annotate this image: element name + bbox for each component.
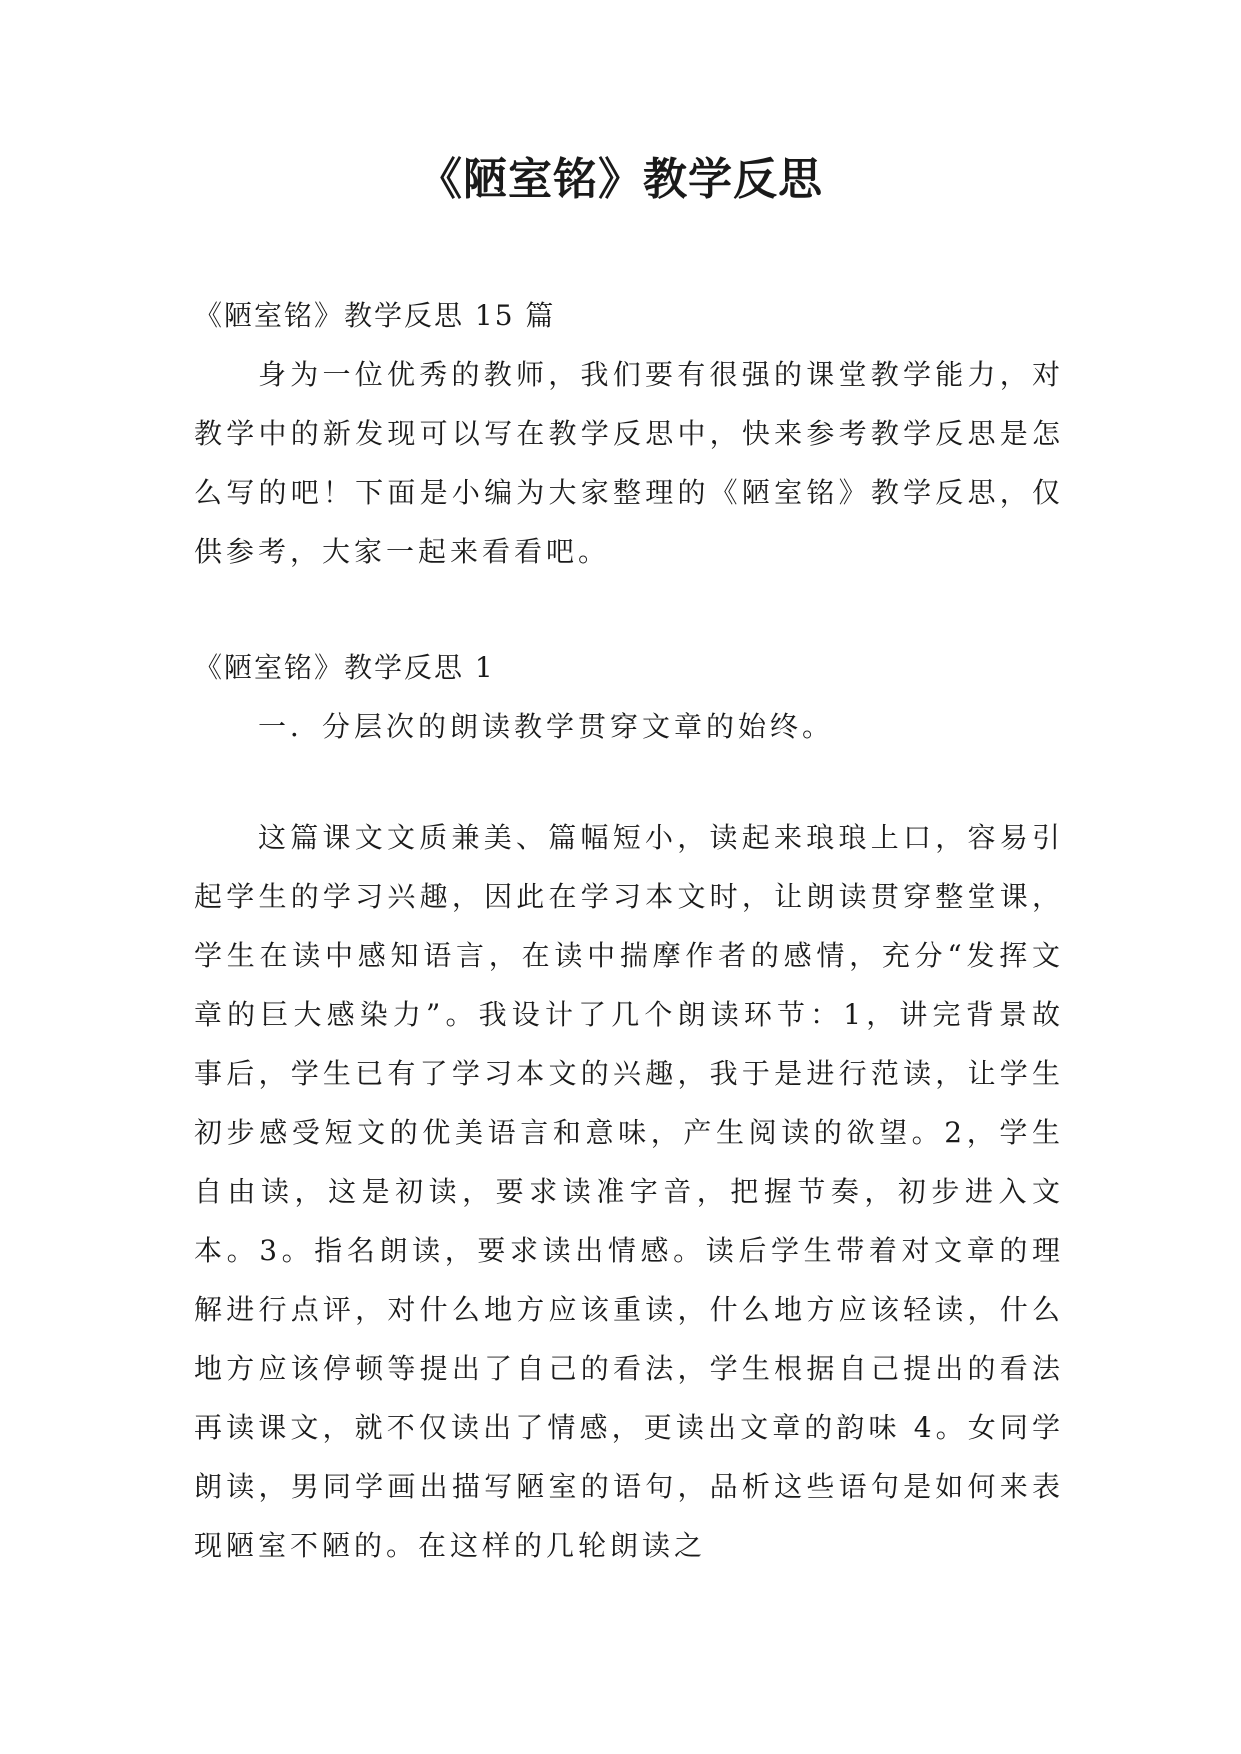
section-heading: 《陋室铭》教学反思 1 [194,651,495,684]
body-paragraph: 这篇课文文质兼美、篇幅短小，读起来琅琅上口，容易引起学生的学习兴趣，因此在学习本文时，让朗读贯穿整堂课，学生在读中感知语言，在读中揣摩作者的感情，充分“发挥文章的巨大感染力”。我设计了几个朗读环节：1，讲完背景故事后，学生已有了学习本文的兴趣，我于是进行范读，让学生初步感受短文的优美语言和意味，产生阅读的欲望。2，学生自由读，这是初读，要求读准字音，把握节奏，初步进入文本。3。指名朗读，要求读出情感。读后学生带着对文章的理解进行点评，对什么地方应该重读，什么地方应该轻读，什么地方应该停顿等提出了自己的看法，学生根据自己提出的看法再读课文，就不仅读出了情感，更读出文章的韵味 4。女同学朗读，男同学画出描写陋室的语句，品析这些语句是如何来表现陋室不陋的。在这样的几轮朗读之 [194,821,1064,1562]
intro-paragraph: 身为一位优秀的教师，我们要有很强的课堂教学能力，对教学中的新发现可以写在教学反思中，快来参考教学反思是怎么写的吧！下面是小编为大家整理的《陋室铭》教学反思，仅供参考，大家一起来看看吧。 [194,358,1064,568]
collection-subtitle: 《陋室铭》教学反思 15 篇 [194,299,556,332]
point-heading: 一．分层次的朗读教学贯穿文章的始终。 [258,710,835,743]
document-title: 《陋室铭》教学反思 [418,154,823,205]
